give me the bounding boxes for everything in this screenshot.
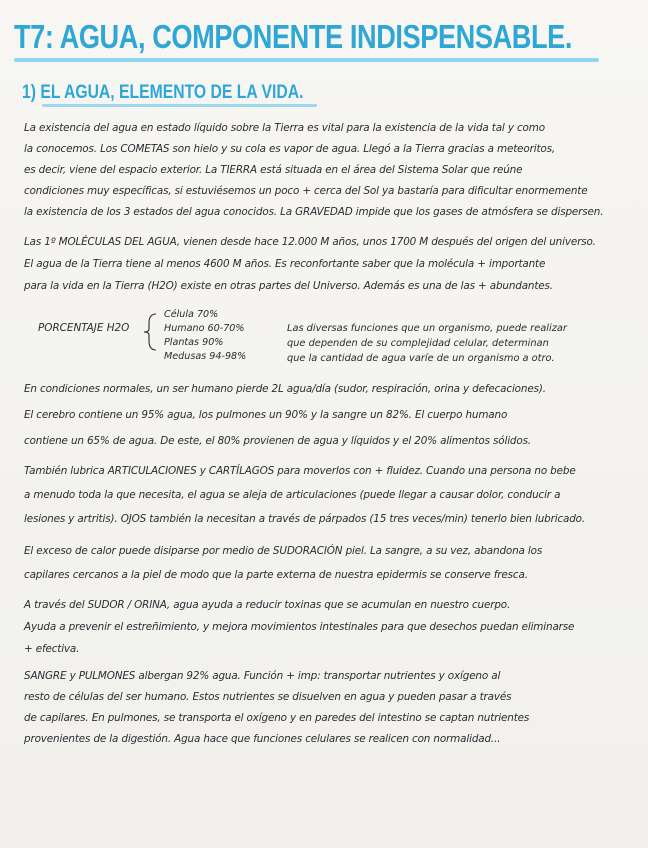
diagram-item: Medusas 94-98%: [164, 351, 247, 362]
text-line: Ayuda a prevenir el estreñimiento, y mejora movimientos intestinales para que desechos puedan eliminarse: [24, 621, 575, 633]
diagram-note-line: que la cantidad de agua varíe de un organismo a otro.: [287, 353, 555, 364]
diagram-item: Plantas 90%: [164, 337, 224, 348]
title-underline: [14, 58, 599, 62]
brace-icon: [143, 313, 157, 351]
page-title: T7: AGUA, COMPONENTE INDISPENSABLE.: [14, 18, 572, 55]
text-line: El agua de la Tierra tiene al menos 4600 M años. Es reconfortante saber que la molécula + importante: [24, 258, 546, 270]
diagram-item: Humano 60-70%: [164, 323, 245, 334]
title-wrap: [14, 18, 644, 56]
text-line: Las 1º MOLÉCULAS DEL AGUA, vienen desde hace 12.000 M años, unos 1700 M después del origen del universo.: [24, 236, 596, 248]
text-line: El exceso de calor puede disiparse por medio de SUDORACIÓN piel. La sangre, a su vez, abandona los: [24, 545, 543, 557]
text-line: resto de células del ser humano. Estos nutrientes se disuelven en agua y pueden pasar a través: [24, 691, 512, 703]
section-underline: [42, 104, 317, 107]
text-line: la conocemos. Los COMETAS son hielo y su cola es vapor de agua. Llegó a la Tierra gracias a meteoritos,: [24, 143, 555, 155]
diagram-note-line: Las diversas funciones que un organismo, puede realizar: [287, 323, 567, 334]
section-heading: 1) EL AGUA, ELEMENTO DE LA VIDA.: [22, 82, 304, 103]
text-line: es decir, viene del espacio exterior. La TIERRA está situada en el área del Sistema Solar que reúne: [24, 164, 523, 176]
text-line: SANGRE y PULMONES albergan 92% agua. Función + imp: transportar nutrientes y oxígeno al: [24, 670, 501, 682]
text-line: También lubrica ARTICULACIONES y CARTÍLAGOS para moverlos con + fluidez. Cuando una persona no bebe: [24, 465, 576, 477]
text-line: A través del SUDOR / ORINA, agua ayuda a reducir toxinas que se acumulan en nuestro cuerpo.: [24, 599, 511, 611]
text-line: capilares cercanos a la piel de modo que la parte externa de nuestra epidermis se conserve fresca.: [24, 569, 528, 581]
text-line: lesiones y artritis). OJOS también la necesitan a través de párpados (15 tres veces/min) tenerlo bien lubricado.: [24, 513, 586, 525]
text-line: a menudo toda la que necesita, el agua se aleja de articulaciones (puede llegar a causar dolor, conducir a: [24, 489, 561, 501]
text-line: condiciones muy específicas, si estuviésemos un poco + cerca del Sol ya bastaría para dificultar enormemente: [24, 185, 588, 197]
text-line: El cerebro contiene un 95% agua, los pulmones un 90% y la sangre un 82%. El cuerpo humano: [24, 409, 508, 421]
text-line: + efectiva.: [24, 643, 80, 655]
text-line: la existencia de los 3 estados del agua conocidos. La GRAVEDAD impide que los gases de atmósfera se dispersen.: [24, 206, 604, 218]
text-line: para la vida en la Tierra (H2O) existe en otras partes del Universo. Además es una de las + abundantes.: [24, 280, 553, 292]
text-line: provenientes de la digestión. Agua hace que funciones celulares se realicen con normalidad...: [24, 733, 501, 745]
diagram-label: PORCENTAJE H2O: [38, 322, 130, 334]
text-line: contiene un 65% de agua. De este, el 80% provienen de agua y líquidos y el 20% alimentos sólidos.: [24, 435, 532, 447]
text-line: En condiciones normales, un ser humano pierde 2L agua/día (sudor, respiración, orina y defecaciones).: [24, 383, 546, 395]
diagram-item: Célula 70%: [164, 309, 219, 320]
diagram-note-line: que dependen de su complejidad celular, determinan: [287, 338, 549, 349]
text-line: La existencia del agua en estado líquido sobre la Tierra es vital para la existencia de la vida tal y como: [24, 122, 545, 134]
text-line: de capilares. En pulmones, se transporta el oxígeno y en paredes del intestino se captan nutrientes: [24, 712, 530, 724]
